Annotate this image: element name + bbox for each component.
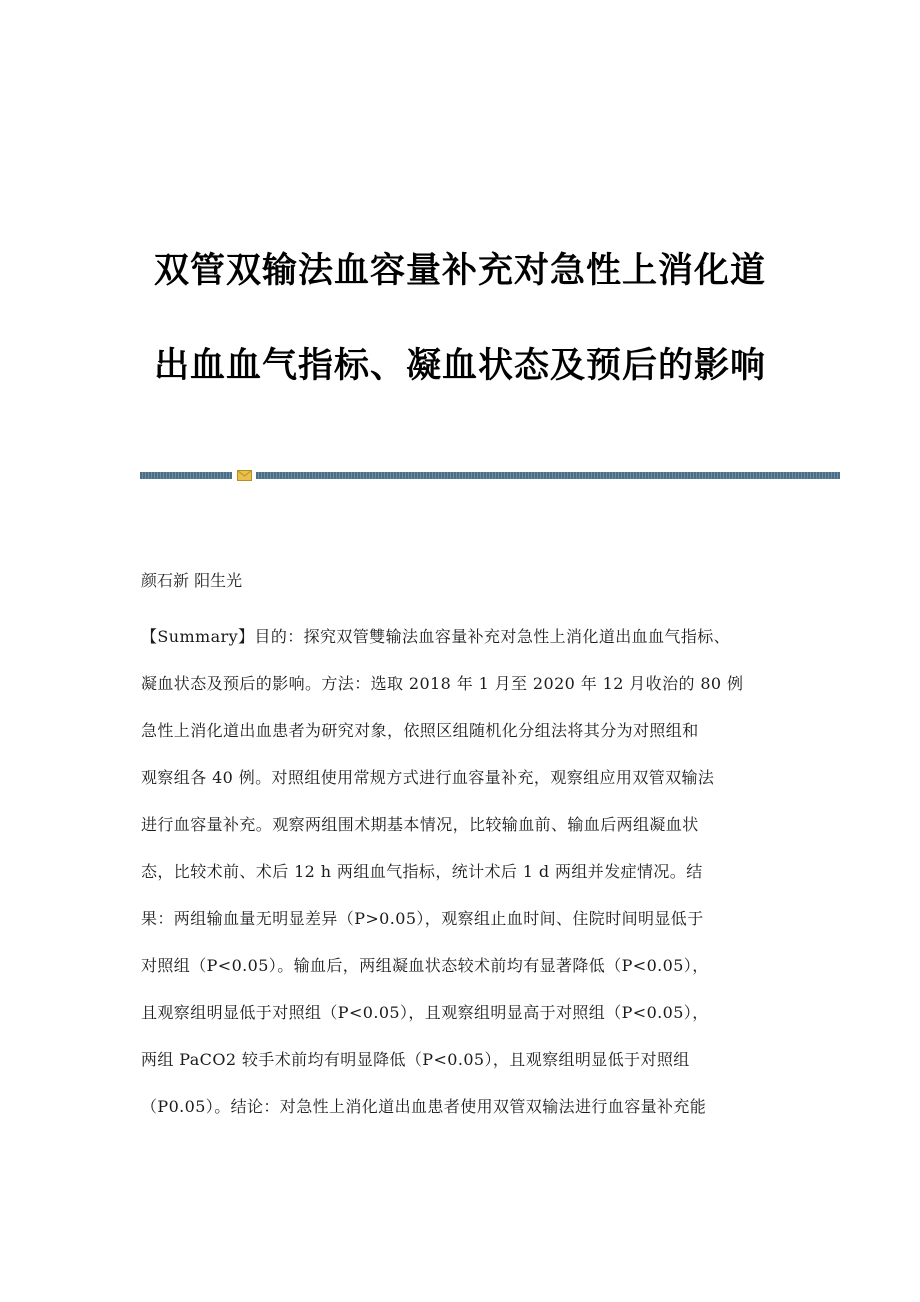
abstract-line: 且观察组明显低于对照组（P<0.05），且观察组明显高于对照组（P<0.05），: [141, 1003, 709, 1022]
abstract-line: 【Summary】目的：探究双管雙输法血容量补充对急性上消化道出血血气指标、: [141, 627, 731, 646]
authors: 颜石新 阳生光: [141, 571, 243, 590]
abstract: [141, 622, 781, 1139]
abstract-line: 凝血状态及预后的影响。方法：选取 2018 年 1 月至 2020 年 12 月收治的 80 例: [141, 674, 744, 693]
abstract-line: 果：两组输血量无明显差异（P>0.05），观察组止血时间、住院时间明显低于: [141, 909, 704, 928]
title-line-2: 出血血气指标、凝血状态及预后的影响: [153, 346, 766, 387]
title-line-1: 双管双输法血容量补充对急性上消化道: [153, 251, 766, 292]
envelope-icon: [237, 470, 252, 481]
divider-bar-left: [140, 472, 232, 479]
abstract-line: 进行血容量补充。观察两组围术期基本情况，比较输血前、输血后两组凝血状: [141, 815, 699, 834]
abstract-line: 急性上消化道出血患者为研究对象，依照区组随机化分组法将其分为对照组和: [141, 721, 699, 740]
divider-bar-right: [256, 472, 840, 479]
abstract-line: （P0.05）。结论：对急性上消化道出血患者使用双管双输法进行血容量补充能: [141, 1097, 707, 1116]
abstract-line: 对照组（P<0.05）。输血后，两组凝血状态较术前均有显著降低（P<0.05），: [141, 956, 709, 975]
title-divider: [140, 470, 840, 480]
abstract-line: 观察组各 40 例。对照组使用常规方式进行血容量补充，观察组应用双管双输法: [141, 768, 715, 787]
abstract-line: 态，比较术前、术后 12 h 两组血气指标，统计术后 1 d 两组并发症情况。结: [141, 862, 703, 881]
abstract-line: 两组 PaCO2 较手术前均有明显降低（P<0.05），且观察组明显低于对照组: [141, 1050, 690, 1069]
